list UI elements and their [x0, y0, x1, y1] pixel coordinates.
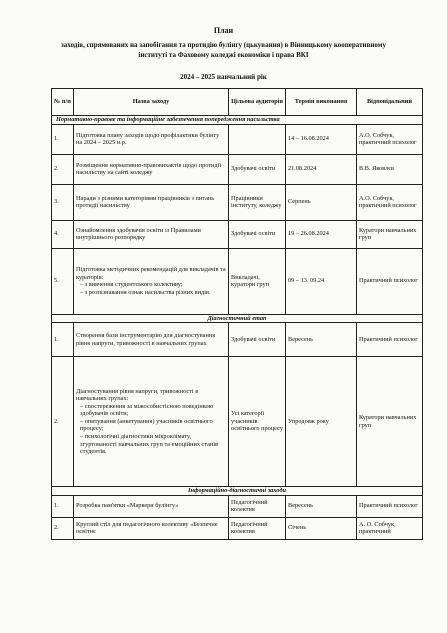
document-title: План [213, 26, 234, 35]
table-row [52, 220, 423, 248]
cell-name: Розміщення нормативно-правовихактів щодо протидії насильству на сайті коледжу [74, 154, 229, 184]
cell-no: 3. [52, 184, 74, 220]
table-row [52, 323, 423, 357]
cell-name-item: – з розпізнавання ознак насильства різних видів. [80, 288, 211, 296]
cell-audience: Викладачі, куратори груп [229, 248, 286, 314]
cell-term: Серпень [286, 184, 357, 220]
cell-no: 2. [52, 357, 74, 487]
cell-audience: Працівники інституту, коледжу [229, 184, 286, 220]
section-title: Інформаційно-діагностичні заходи [52, 487, 423, 496]
cell-audience: Здобувачі освіти [229, 323, 286, 357]
cell-name [74, 357, 229, 487]
cell-audience: Здобувачі освіти [229, 220, 286, 248]
table-row [52, 184, 423, 220]
cell-name [74, 248, 229, 314]
cell-responsible: А. О. Собчук, практичний [357, 517, 423, 539]
cell-responsible: А.О. Собчук, практичний психолог [357, 184, 423, 220]
cell-term: 19 – 26.08.2024 [286, 220, 357, 248]
cell-name: Створення бази інструментарію для діагностування рівня напруги, тривожності в навчальних групах [74, 323, 229, 357]
cell-name: Наради з різними категоріями працівників з питань протидії насильству [74, 184, 229, 220]
cell-name: Розробка пам'ятки «Маркери булінгу» [74, 495, 229, 517]
section-row [52, 314, 423, 323]
cell-name-intro: Діагностування рівня напруги, тривожності в навчальних групах: [76, 387, 199, 403]
cell-no: 2. [52, 154, 74, 184]
table-row [52, 124, 423, 154]
table-row [52, 357, 423, 487]
plan-table [51, 88, 423, 540]
cell-name: Ознайомлення здобувачів освіти із Правилами внутрішнього розпорядку [74, 220, 229, 248]
document-subtitle: заходів, спрямованих на запобігання та протидію булінгу (цькування) в Вінницькому кооперативному інституті та Фаховому коледжі економіки і права ВКІ [60, 41, 387, 59]
cell-term: 21.08.2024 [286, 154, 357, 184]
cell-responsible: Практичний психолог [357, 495, 423, 517]
cell-term: 14 – 16.08.2024 [286, 124, 357, 154]
cell-term: Вересень [286, 495, 357, 517]
cell-no: 4. [52, 220, 74, 248]
cell-term: Упродовж року [286, 357, 357, 487]
header-name: Назва заходу [74, 89, 229, 116]
cell-responsible: А.О. Собчук, практичний психолог [357, 124, 423, 154]
cell-name-item: – спостереження за міжособистісною поведінкою здобувачів освіти; [80, 402, 214, 418]
cell-responsible: Куратори навчальних груп [357, 357, 423, 487]
cell-name-intro: Підготовка методичних рекомендацій для викладачів та кураторів: [76, 265, 226, 281]
cell-name: Підготовка плану заходів щодо профілактики булінгу на 2024 – 2025 н.р. [74, 124, 229, 154]
cell-name-item: – психологічні діагностики мікроклімату, згуртованості навчальних груп та емоційних станів студентів. [80, 433, 219, 456]
header-no: № п/п [52, 89, 74, 116]
cell-no: 1. [52, 495, 74, 517]
cell-name-item: – опитування (анкетування) учасників освітнього процесу; [80, 417, 213, 433]
cell-responsible: Практичний психолог [357, 323, 423, 357]
cell-name: Круглий стіл для педагогічного колективу «Безпечне освітнє [74, 517, 229, 539]
table-row [52, 517, 423, 539]
section-row [52, 487, 423, 496]
table-header-row [52, 89, 423, 116]
cell-responsible: В.В. Яковлєв [357, 154, 423, 184]
cell-audience [229, 124, 286, 154]
table-row [52, 495, 423, 517]
cell-audience: Педагогічний колектив [229, 517, 286, 539]
academic-year: 2024 – 2025 навчальний рік [180, 73, 267, 81]
section-row [52, 116, 423, 125]
cell-no: 5. [52, 248, 74, 314]
cell-audience: Здобувачі освіти [229, 154, 286, 184]
header-responsible: Відповідальний [357, 89, 423, 116]
cell-responsible: Куратори навчальних груп [357, 220, 423, 248]
cell-no: 1. [52, 323, 74, 357]
section-title: Діагностичний етап [52, 314, 423, 323]
cell-audience: Усі категорії учасників освітнього процесу [229, 357, 286, 487]
cell-no: 1. [52, 124, 74, 154]
cell-responsible: Практичний психолог [357, 248, 423, 314]
header-term: Термін виконання [286, 89, 357, 116]
cell-term: 09 – 13. 09.24 [286, 248, 357, 314]
section-title: Нормативно-правове та інформаційне забезпечення попередження насильства [52, 116, 423, 125]
table-row [52, 154, 423, 184]
cell-no: 2. [52, 517, 74, 539]
cell-term: Січень [286, 517, 357, 539]
header-audience: Цільова аудиторія [229, 89, 286, 116]
cell-name-item: – з вивчення студентського колективу; [80, 281, 183, 289]
cell-audience: Педагогічний колектив [229, 495, 286, 517]
cell-term: Вересень [286, 323, 357, 357]
table-row [52, 248, 423, 314]
